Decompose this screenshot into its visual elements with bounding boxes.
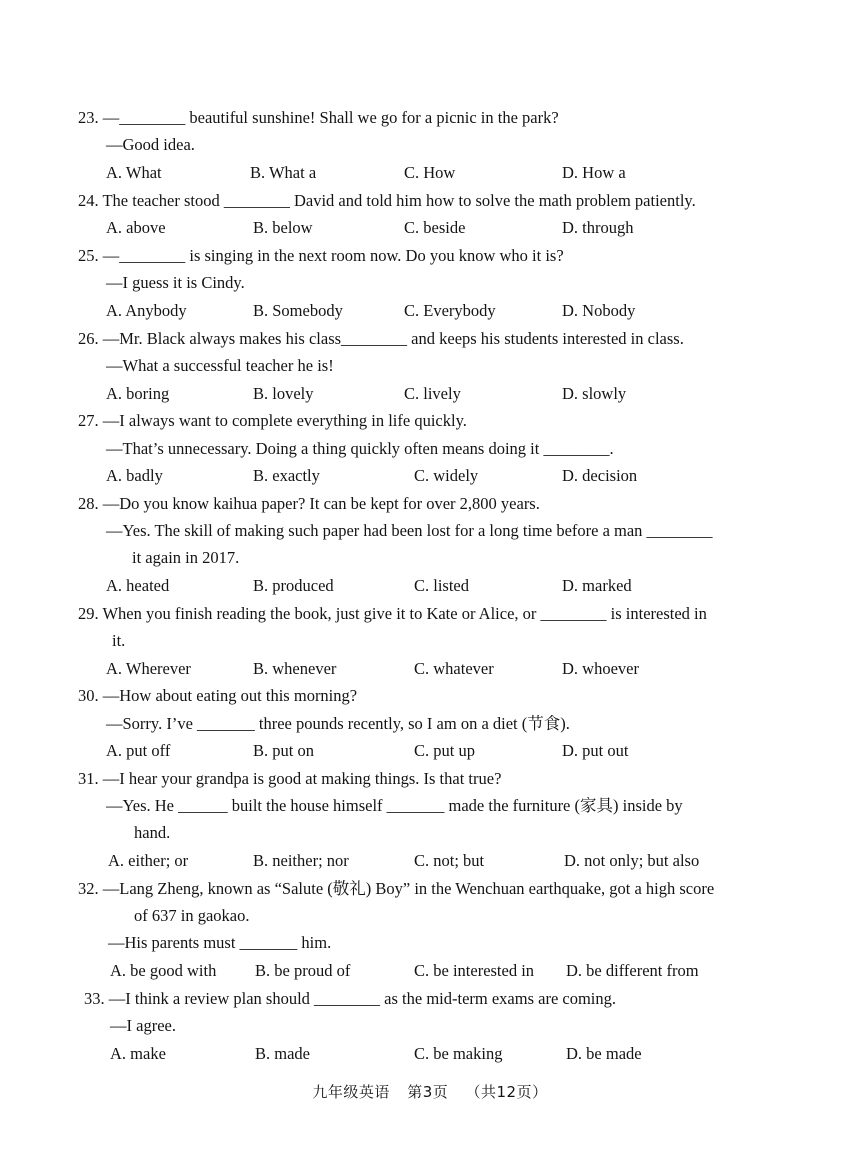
- question-29-option-d: D. whoever: [562, 659, 639, 678]
- question-24-option-d: D. through: [562, 218, 634, 237]
- question-27-stem: 27. —I always want to complete everything in life quickly.: [78, 411, 467, 430]
- question-24-option-a: A. above: [106, 218, 166, 237]
- question-25-option-a: A. Anybody: [106, 301, 187, 320]
- question-23-option-b: B. What a: [250, 163, 317, 182]
- question-27-option-d: D. decision: [562, 466, 638, 485]
- question-26-line-2: —What a successful teacher he is!: [106, 356, 334, 375]
- question-28-line-3: it again in 2017.: [132, 548, 240, 567]
- question-25-line-2: —I guess it is Cindy.: [106, 273, 245, 292]
- question-31-option-a: A. either; or: [108, 851, 189, 870]
- question-30-option-a: A. put off: [106, 741, 171, 760]
- page-footer: [0, 1082, 860, 1102]
- question-23-option-d: D. How a: [562, 163, 626, 182]
- question-28-stem: 28. —Do you know kaihua paper? It can be kept for over 2,800 years.: [78, 494, 540, 513]
- question-28-line-2: —Yes. The skill of making such paper had been lost for a long time before a man ________: [106, 521, 713, 540]
- question-26-stem: 26. —Mr. Black always makes his class________ and keeps his students interested in class.: [78, 329, 684, 348]
- question-33-stem: 33. —I think a review plan should ________ as the mid-term exams are coming.: [84, 989, 617, 1008]
- question-30-option-c: C. put up: [414, 741, 475, 760]
- question-26-option-a: A. boring: [106, 384, 170, 403]
- question-26-option-b: B. lovely: [253, 384, 314, 403]
- question-28-option-b: B. produced: [253, 576, 334, 595]
- question-31-option-b: B. neither; nor: [253, 851, 349, 870]
- question-32-stem: 32. —Lang Zheng, known as “Salute (敬礼) Boy” in the Wenchuan earthquake, got a high score: [78, 879, 715, 898]
- question-25-option-d: D. Nobody: [562, 301, 636, 320]
- question-23-line-2: —Good idea.: [106, 135, 195, 154]
- question-33-option-d: D. be made: [566, 1044, 642, 1063]
- question-29-line-2: it.: [112, 631, 126, 650]
- footer-subject: 九年级英语: [312, 1083, 390, 1101]
- question-29-option-c: C. whatever: [414, 659, 494, 678]
- question-31-option-c: C. not; but: [414, 851, 485, 870]
- question-32-option-b: B. be proud of: [255, 961, 351, 980]
- question-25-option-b: B. Somebody: [253, 301, 343, 320]
- question-28-option-d: D. marked: [562, 576, 632, 595]
- question-29-stem: 29. When you finish reading the book, just give it to Kate or Alice, or ________ is interested in: [78, 604, 707, 623]
- question-30-option-d: D. put out: [562, 741, 629, 760]
- question-24-stem: 24. The teacher stood ________ David and told him how to solve the math problem patiently.: [78, 191, 696, 210]
- question-26-option-d: D. slowly: [562, 384, 627, 403]
- question-27-option-c: C. widely: [414, 466, 479, 485]
- question-31-stem: 31. —I hear your grandpa is good at making things. Is that true?: [78, 769, 502, 788]
- question-23-stem: 23. —________ beautiful sunshine! Shall we go for a picnic in the park?: [78, 108, 559, 127]
- question-32-option-c: C. be interested in: [414, 961, 535, 980]
- question-28-option-c: C. listed: [414, 576, 470, 595]
- question-31-line-3: hand.: [134, 823, 171, 842]
- question-27-option-b: B. exactly: [253, 466, 320, 485]
- question-26-option-c: C. lively: [404, 384, 461, 403]
- question-33-option-b: B. made: [255, 1044, 310, 1063]
- question-23-option-c: C. How: [404, 163, 456, 182]
- question-24-option-c: C. beside: [404, 218, 466, 237]
- question-32-option-a: A. be good with: [110, 961, 217, 980]
- question-25-option-c: C. Everybody: [404, 301, 496, 320]
- question-27-option-a: A. badly: [106, 466, 163, 485]
- question-30-stem: 30. —How about eating out this morning?: [78, 686, 358, 705]
- question-32-option-d: D. be different from: [566, 961, 699, 980]
- question-28-option-a: A. heated: [106, 576, 170, 595]
- question-30-line-2: —Sorry. I’ve _______ three pounds recently, so I am on a diet (节食).: [106, 714, 570, 733]
- question-31-option-d: D. not only; but also: [564, 851, 700, 870]
- question-32-line-3: —His parents must _______ him.: [108, 933, 332, 952]
- question-32-line-2: of 637 in gaokao.: [134, 906, 250, 925]
- question-33-option-c: C. be making: [414, 1044, 503, 1063]
- question-27-line-2: —That’s unnecessary. Doing a thing quickly often means doing it ________.: [106, 439, 614, 458]
- question-31-line-2: —Yes. He ______ built the house himself _______ made the furniture (家具) inside by: [106, 796, 683, 815]
- question-29-option-b: B. whenever: [253, 659, 337, 678]
- question-33-line-2: —I agree.: [110, 1016, 176, 1035]
- question-30-option-b: B. put on: [253, 741, 314, 760]
- footer-page-number: 第3页: [407, 1083, 449, 1101]
- question-23-option-a: A. What: [106, 163, 162, 182]
- question-33-option-a: A. make: [110, 1044, 166, 1063]
- question-29-option-a: A. Wherever: [106, 659, 191, 678]
- footer-total-pages: （共12页）: [465, 1083, 548, 1101]
- question-24-option-b: B. below: [253, 218, 313, 237]
- question-25-stem: 25. —________ is singing in the next room now. Do you know who it is?: [78, 246, 564, 265]
